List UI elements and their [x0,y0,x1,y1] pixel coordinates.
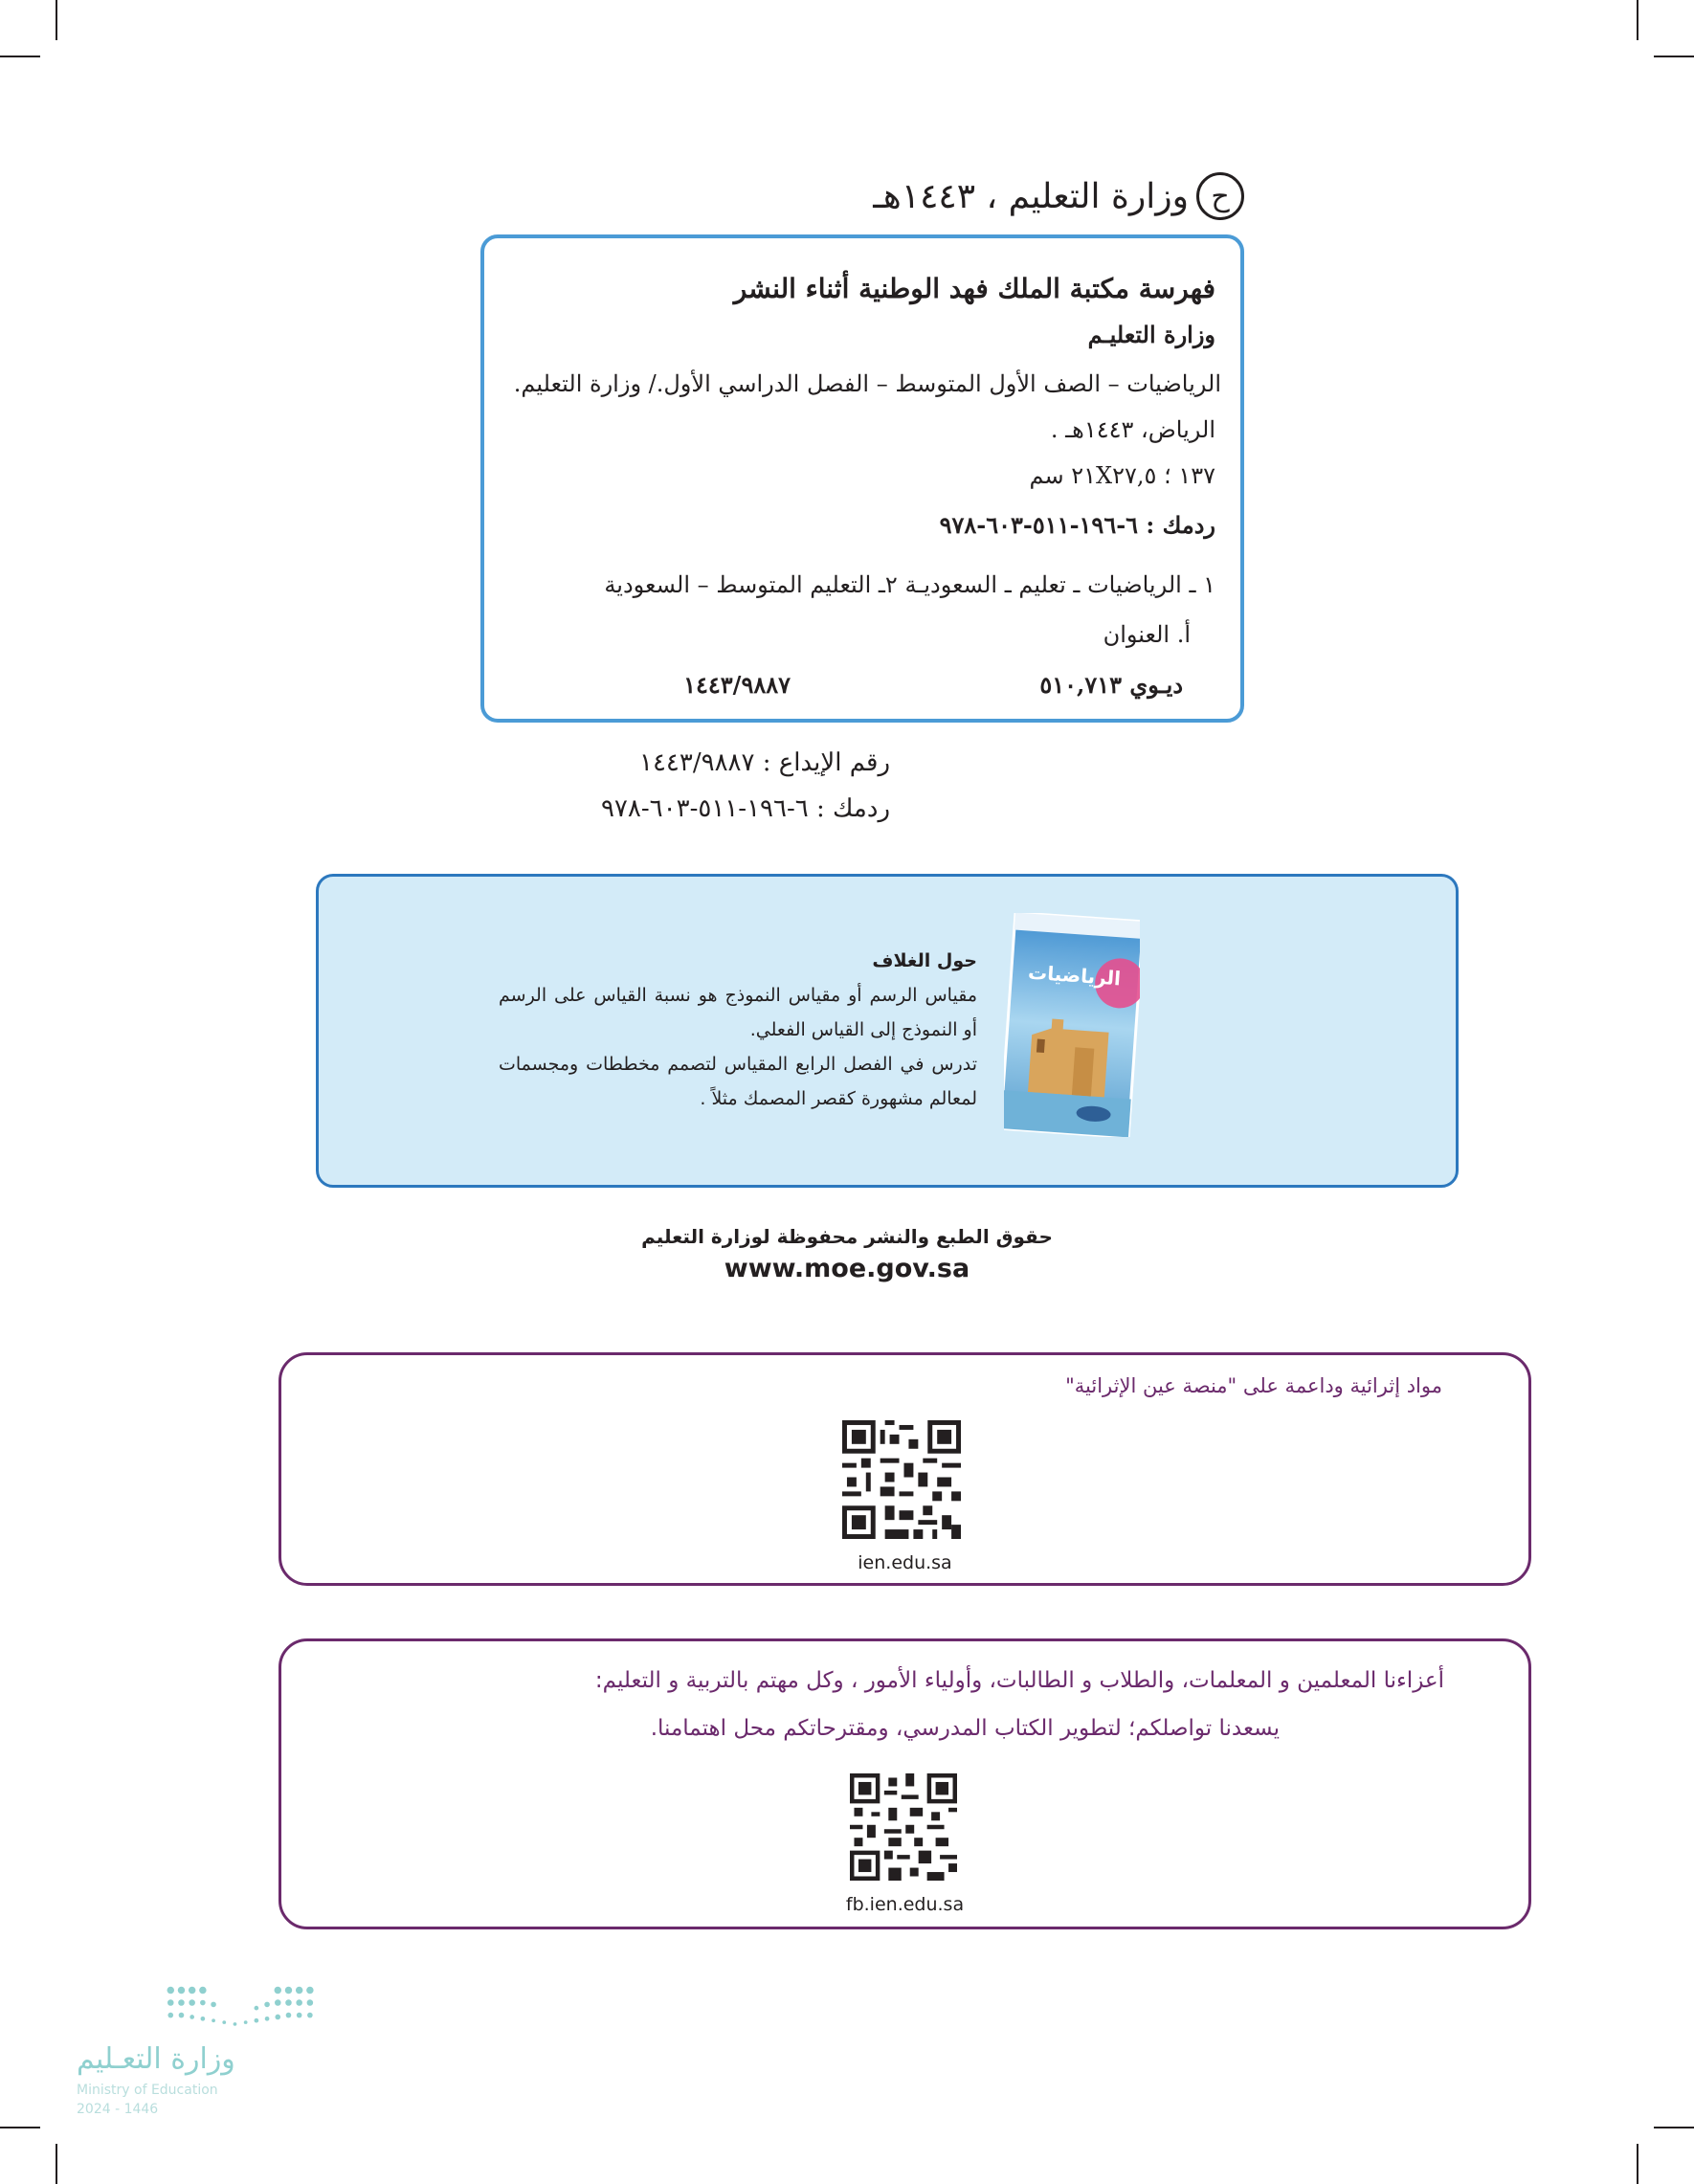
catalog-box [480,234,1244,723]
deposit-number: رقم الإيداع : ١٤٤٣/٩٨٨٧ [639,748,890,777]
feedback-qr-code[interactable] [850,1773,957,1881]
rights-text: حقوق الطبع والنشر محفوظة لوزارة التعليم [641,1225,1053,1248]
enrichment-qr-code[interactable] [842,1420,961,1539]
catalog-dewey: ديـوي ٥١٠,٧١٣ [1039,671,1183,699]
feedback-line-2: يسعدنا تواصلكم؛ لتطوير الكتاب المدرسي، ومقترحاتكم محل اهتمامنا. [650,1716,1280,1741]
cover-info-text [499,944,977,1116]
catalog-title: فهرسة مكتبة الملك فهد الوطنية أثناء النشر [733,273,1215,304]
crop-mark [0,2127,40,2128]
copyright-symbol: ح [1196,172,1244,220]
ministry-logo-arabic: وزارة التعـليم [77,2042,235,2076]
ministry-logo [77,1983,325,2127]
cover-heading: حول الغلاف [872,950,977,971]
catalog-deposit: ١٤٤٣/٩٨٨٧ [683,671,791,699]
cover-paragraph-1: مقياس الرسم أو مقياس النموذج هو نسبة القياس على الرسم أو النموذج إلى القياس الفعلي. [499,985,977,1040]
catalog-physical: ١٣٧ ؛ ٢١X٢٧,٥ سم [1029,462,1215,489]
crop-mark [56,0,57,40]
ministry-logo-years: 2024 - 1446 [77,2102,159,2117]
isbn-number: ردمك : ٦-١٩٦-٥١١-٦٠٣-٩٧٨ [600,794,890,823]
catalog-subjects: ١ ـ الرياضيات ـ تعليم ـ السعوديـة ٢ـ التعليم المتوسط – السعودية [604,571,1215,598]
feedback-box [279,1638,1531,1929]
moe-website[interactable]: www.moe.gov.sa [724,1254,970,1283]
crop-mark [1637,2144,1638,2184]
enrichment-box [279,1352,1531,1586]
catalog-title-entry: أ. العنوان [1103,621,1191,648]
cover-thumbnail [1004,913,1140,1137]
cover-paragraph-2: تدرس في الفصل الرابع المقياس لتصمم مخططات ومجسمات لمعالم مشهورة كقصر المصمك مثلاً . [499,1054,977,1109]
catalog-place: الرياض، ١٤٤٣هـ . [1050,416,1215,443]
copyright-text: وزارة التعليم ، ١٤٤٣هـ [873,176,1189,216]
cover-book-title: الرياضيات [1027,960,1122,991]
crop-mark [0,56,40,57]
crop-mark [56,2144,57,2184]
cover-info-box [316,874,1459,1188]
crop-mark [1654,2127,1694,2128]
ministry-logo-english: Ministry of Education [77,2083,218,2098]
copyright-line [873,172,1244,220]
ministry-logo-dots-icon [165,1983,318,2037]
feedback-url[interactable]: fb.ien.edu.sa [845,1894,965,1915]
crop-mark [1637,0,1638,40]
catalog-isbn: ردمك : ٦-١٩٦-٥١١-٦٠٣-٩٧٨ [939,511,1215,539]
catalog-author: وزارة التعليـم [1087,321,1215,348]
feedback-line-1: أعزاءنا المعلمين و المعلمات، والطلاب و الطالبات، وأولياء الأمور ، وكل مهتم بالتربية و التعليم: [594,1668,1444,1693]
crop-mark [1654,56,1694,57]
enrichment-url[interactable]: ien.edu.sa [858,1552,952,1573]
enrichment-text: مواد إثرائية وداعمة على "منصة عين الإثرائية" [1065,1374,1442,1397]
catalog-description: الرياضيات – الصف الأول المتوسط – الفصل الدراسي الأول./ وزارة التعليم. [513,370,1221,397]
rights-block [0,1225,1694,1283]
